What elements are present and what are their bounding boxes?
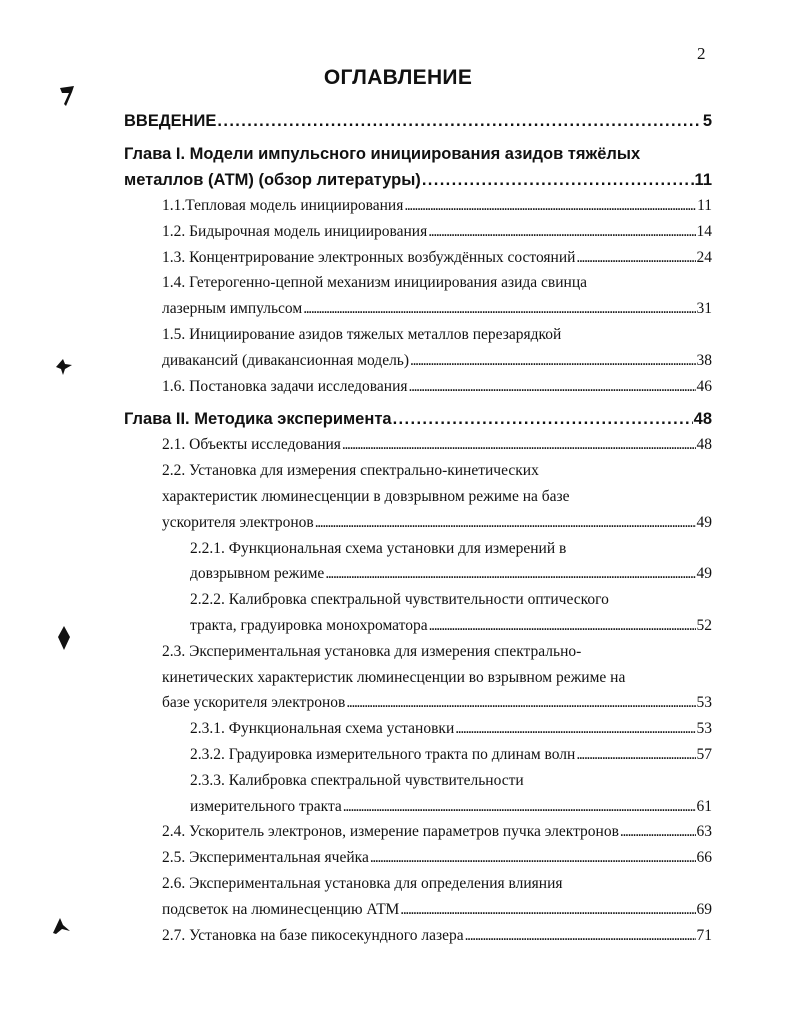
dot-leader [576,742,695,768]
toc-page-number: 46 [696,377,712,395]
dot-leader [409,374,696,400]
dot-leader [620,819,696,845]
toc-page-number: 24 [696,248,712,266]
toc-page-number: 48 [696,436,712,454]
toc-entry[interactable] [124,432,712,458]
toc-entry-last-line [190,561,712,587]
toc-entry[interactable] [124,193,712,219]
toc-entry[interactable] [124,141,712,193]
dot-leader [370,845,696,871]
dot-leader [325,561,695,587]
page-number: 2 [697,44,706,63]
dot-leader [303,296,695,322]
toc-entry-text: дивакансий (дивакансионная модель) [162,351,410,369]
dot-leader [217,108,701,134]
toc-entry-text: 1.6. Постановка задачи исследования [162,377,408,395]
toc-entry-text: ВВЕДЕНИЕ [124,112,217,130]
toc-page-number: 66 [696,849,712,867]
dot-leader [343,794,696,820]
dot-leader [422,167,694,193]
toc-entry-text: 1.2. Бидырочная модель инициирования [162,222,428,240]
toc-entry-last-line [162,296,712,322]
toc-entry[interactable] [124,406,712,432]
toc-page-number: 49 [696,513,712,531]
dot-leader [315,510,696,536]
toc-entry[interactable] [124,536,712,588]
table-of-contents [124,108,712,948]
toc-entry-text: 1.5. Инициирование азидов тяжелых металлов перезарядкой [162,325,562,343]
toc-page-number: 14 [696,222,712,240]
toc-entry-text: 2.6. Экспериментальная установка для определения влияния [162,874,563,892]
toc-entry[interactable] [124,108,712,134]
toc-entry-text: кинетических характеристик люминесценции во взрывном режиме на [162,668,626,686]
toc-entry[interactable] [124,639,712,716]
toc-entry-last-line [162,923,712,949]
toc-entry[interactable] [124,768,712,820]
toc-entry-text: 2.2. Установка для измерения спектрально-кинетических [162,462,539,480]
toc-entry-last-line [162,219,712,245]
dot-leader [429,613,696,639]
toc-entry-last-line [124,108,712,134]
toc-entry[interactable] [124,845,712,871]
toc-entry-text: 2.3. Экспериментальная установка для измерения спектрально- [162,642,582,660]
toc-entry-text: 2.1. Объекты исследования [162,436,341,454]
toc-entry-last-line [124,167,712,193]
toc-entry-text: 2.3.3. Калибровка спектральной чувствительности [190,771,524,789]
scan-artifact-mark [50,915,72,935]
toc-entry[interactable] [124,871,712,923]
toc-page-number: 57 [696,745,712,763]
toc-page-number: 48 [693,410,712,429]
toc-page-number: 31 [696,300,712,318]
toc-entry-last-line [162,819,712,845]
toc-entry[interactable] [124,219,712,245]
dot-leader [410,348,695,374]
toc-entry-text: 2.5. Экспериментальная ячейка [162,849,369,867]
toc-entry[interactable] [124,923,712,949]
toc-entry-last-line [190,613,712,639]
toc-entry-last-line [162,690,712,716]
toc-entry-text: 2.3.2. Градуировка измерительного тракта по длинам волн [190,745,576,763]
toc-page-number: 69 [696,900,712,918]
toc-entry-text: ускорителя электронов [162,513,314,531]
dot-leader [465,923,696,949]
toc-entry-text: довзрывном режиме [190,565,325,583]
toc-entry-text: тракта, градуировка монохроматора [190,616,428,634]
dot-leader [393,406,693,432]
toc-page-number: 38 [696,351,712,369]
dot-leader [346,690,695,716]
scan-artifact-mark [58,84,78,108]
toc-entry-text: 2.7. Установка на базе пикосекундного лазера [162,926,464,944]
toc-entry-last-line [162,193,712,219]
dot-leader [404,193,696,219]
page-title: ОГЛАВЛЕНИЕ [323,66,473,89]
toc-page-number: 5 [702,112,712,130]
toc-entry-text: 1.4. Гетерогенно-цепной механизм инициирования азида свинца [162,274,588,292]
toc-entry-last-line [190,716,712,742]
toc-entry-text: 2.3.1. Функциональная схема установки [190,720,455,738]
toc-entry-text: 2.2.2. Калибровка спектральной чувствительности оптического [190,591,609,609]
toc-page-number: 71 [696,926,712,944]
toc-entry[interactable] [124,819,712,845]
toc-page-number: 52 [696,616,712,634]
toc-entry-last-line [162,897,712,923]
toc-entry-text: 2.4. Ускоритель электронов, измерение параметров пучка электронов [162,823,619,841]
toc-page-number: 63 [696,823,712,841]
toc-entry[interactable] [124,458,712,535]
toc-entry-last-line [162,245,712,271]
toc-entry-last-line [162,348,712,374]
toc-entry-last-line [124,406,712,432]
toc-entry-last-line [190,742,712,768]
toc-entry-last-line [162,432,712,458]
scan-artifact-mark [54,355,74,377]
toc-entry-text: 1.1.Тепловая модель инициирования [162,197,404,214]
toc-entry-text: 2.2.1. Функциональная схема установки для измерений в [190,539,567,557]
dot-leader [455,716,695,742]
toc-entry-last-line [162,845,712,871]
toc-entry-last-line [190,794,712,820]
toc-entry-last-line [162,510,712,536]
dot-leader [400,897,695,923]
toc-entry[interactable] [124,322,712,374]
toc-entry-text: Глава I. Модели импульсного инициирования азидов тяжёлых [124,145,641,163]
toc-entry-last-line [162,374,712,400]
toc-entry-text: измерительного тракта [190,797,342,815]
toc-page-number: 11 [697,197,712,214]
toc-entry-text: лазерным импульсом [162,300,303,318]
toc-entry-text: характеристик люминесценции в довзрывном режиме на базе [162,487,570,505]
toc-entry[interactable] [124,245,712,271]
dot-leader [576,245,695,271]
toc-entry-text: подсветок на люминесценцию АТМ [162,900,400,918]
scan-artifact-mark [55,625,73,651]
toc-page-number: 49 [696,565,712,583]
toc-entry[interactable] [124,587,712,639]
toc-entry-text: металлов (АТМ) (обзор литературы) [124,171,421,189]
toc-page-number: 61 [696,797,712,815]
toc-page-number: 53 [696,694,712,712]
dot-leader [342,432,696,458]
toc-entry[interactable] [124,742,712,768]
toc-entry-text: базе ускорителя электронов [162,694,346,712]
toc-entry-text: 1.3. Концентрирование электронных возбуждённых состояний [162,248,576,266]
toc-entry-text: Глава II. Методика эксперимента [124,410,392,429]
toc-entry[interactable] [124,270,712,322]
dot-leader [428,219,695,245]
toc-page-number: 53 [696,720,712,738]
toc-page-number: 11 [694,171,712,189]
toc-entry[interactable] [124,716,712,742]
toc-entry[interactable] [124,374,712,400]
